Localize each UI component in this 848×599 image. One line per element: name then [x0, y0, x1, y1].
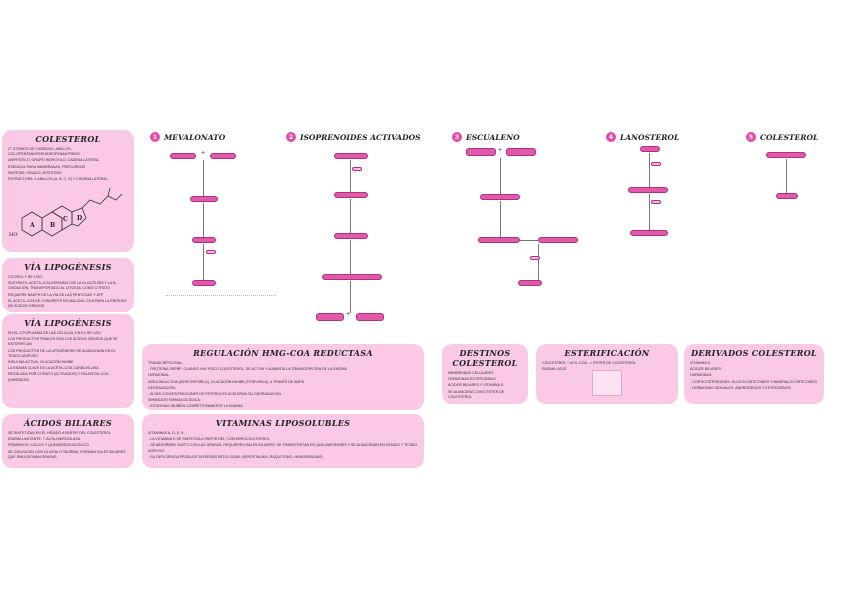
via1-line: SUSTRATO: ACETIL-COA DERIVADO DE LA GLUCÓLISIS Y LA B-OXIDACIÓN, TRANSPORTADO AL CITOSOL COMO CITRATO: [8, 281, 117, 291]
vitaminas-line: VITAMINAS A, D, E, K: [148, 431, 184, 435]
acidos-biliares-text: [8, 431, 128, 460]
column-title: ISOPRENOIDES ACTIVADOS: [300, 132, 421, 142]
pathway-arrow: [500, 201, 501, 237]
hydroxyl-label: HO: [9, 232, 18, 238]
pathway-arrow: [350, 160, 351, 192]
pathway-arrow: [500, 158, 501, 194]
pathway-arrow: [350, 199, 351, 233]
pathway-node: [640, 146, 660, 152]
ring-c-label: C: [63, 216, 68, 223]
vitaminas-liposolubles-box: [142, 414, 424, 468]
pathway-arrow: [786, 159, 787, 193]
via-lipogenesis-title-1: VÍA LIPOGÉNESIS: [24, 262, 112, 272]
column-heading-lanosterol: [606, 132, 679, 142]
enzyme-tag: [530, 256, 540, 260]
step-number-badge: 1: [150, 132, 160, 142]
via1-line: REQUIERE NADPH DE LA VÍA DE LAS PENTOSAS Y ATP: [8, 292, 104, 297]
via1-line: CITOSOL Y RE LISO: [8, 275, 43, 279]
colesterol-line: 27 ÁTOMOS DE CARBONO, ANILLOS, CICLOPENTANOPERHIDROFENANTRENO: [8, 147, 80, 157]
pathway-node: [190, 196, 218, 202]
via-lipogenesis-text-1: [8, 275, 128, 309]
destinos-line: HORMONAS ESTEROIDEAS: [448, 377, 496, 382]
derivados-line: HORMONAS:: [690, 373, 713, 378]
via-lipogenesis-title-2: VÍA LIPOGÉNESIS: [24, 318, 112, 328]
via2-line: EN EL CITOPLASMA DE LAS CÉLULAS, EN EL RE LISO: [8, 331, 101, 335]
pathway-node: [192, 237, 216, 243]
regulacion-line: TRANSCRIPCIONAL:: [148, 361, 184, 365]
derivados-title: DERIVADOS COLESTEROL: [691, 348, 817, 358]
vitaminas-line: - LA VITAMINA D SE SINTETIZA A PARTIR DEL 7-DEHIDROCOLESTEROL: [148, 437, 271, 442]
via2-line: LA ENZIMA CLAVE ES LA ACETIL-COA CARBOXILASA: [8, 366, 99, 371]
column-title: ESCUALENO: [466, 132, 520, 142]
pathway-note: [166, 295, 276, 325]
destinos-colesterol-box: [442, 344, 528, 404]
pathway-node: [334, 153, 368, 159]
acidos-line: ENZIMA LIMITANTE: 7-ALFA-HIDROXILASA: [8, 437, 81, 442]
via-lipogenesis-box-1: [2, 258, 134, 312]
regulacion-line: INSULINA ACTIVA (DESFOSFORILA), GLUCAGÓN INHIBE (FOSFORILA), A TRAVÉS DE AMPK: [148, 379, 305, 384]
colesterol-text: [8, 147, 128, 182]
regulacion-line: HORMONAL:: [148, 373, 170, 378]
enzyme-tag: [206, 250, 216, 254]
pathway-node: [322, 274, 382, 280]
destinos-line: ÁCIDOS BILIARES Y VITAMINA D: [448, 383, 504, 388]
plus-sign: +: [346, 311, 351, 318]
ring-a-label: A: [30, 222, 35, 229]
step-number-badge: 3: [452, 132, 462, 142]
step-number-badge: 2: [286, 132, 296, 142]
colesterol-line: ANFIPÁTICO, GRUPO HIDROXILO, CADENA LATERAL: [8, 158, 99, 163]
ring-b-label: B: [50, 222, 56, 229]
column-heading-isoprenoides: [286, 132, 421, 142]
via1-line: EL ACETIL-COA SE CONVIERTE EN MALONIL-COA PARA LA SÍNTESIS DE ÁCIDOS GRASOS: [8, 298, 127, 309]
pathway-node: [170, 153, 196, 159]
via-lipogenesis-text-2: [8, 331, 128, 383]
acidos-line: SE CONJUGAN CON GLICINA O TAURINA, FORMAN SALES BILIARES QUE EMULSIONAN GRASAS: [8, 449, 126, 459]
destinos-title: DESTINOS COLESTEROL: [452, 348, 518, 368]
step-number-badge: 5: [746, 132, 756, 142]
pathway-node: [334, 192, 368, 198]
enzyme-tag: [651, 200, 661, 204]
pathway-arrow: [649, 153, 650, 187]
destinos-line: SE ALMACENA COMO ÉSTER DE COLESTEROL: [448, 389, 505, 399]
via2-line: LOS PRODUCTOS FINALES SON LOS ÁCIDOS GRASOS QUE SE ESTERIFICAN: [8, 337, 118, 347]
acidos-line: PRIMARIOS: CÓLICO Y QUENODESOXICÓLICO: [8, 443, 89, 448]
pathway-node: [466, 148, 496, 156]
vitaminas-line: - SU DEFICIENCIA PRODUCE DIVERSAS PATOLOGÍAS (XEROFTALMIA, RAQUITISMO, HEMORRAGIAS): [148, 454, 323, 459]
derivados-text: [690, 361, 818, 391]
regulacion-line: - PROTEÍNA SREBP: CUANDO HAY POCO COLESTEROL, SE ACTIVA Y AUMENTA LA TRANSCRIPCIÓN DE LA ENZIMA: [148, 367, 347, 372]
pathway-node: [776, 193, 798, 199]
colesterol-line: ESENCIAL PARA MEMBRANAS, PRECURSOR: [8, 164, 86, 169]
pathway-arrow: [203, 203, 204, 237]
enzyme-tag: [651, 162, 661, 166]
esterificacion-box: [536, 344, 678, 404]
via2-line: INSULINA ACTIVA, GLUCAGÓN INHIBE: [8, 360, 74, 365]
vitaminas-title: VITAMINAS LIPOSOLUBLES: [215, 418, 351, 428]
vitaminas-text: [148, 431, 418, 460]
column-heading-colesterol: [746, 132, 818, 142]
enzyme-tag: [352, 167, 362, 171]
esterificacion-line: ENZIMA: ACAT: [542, 367, 567, 372]
pathway-node: [480, 194, 520, 200]
via2-line: LOS PRODUCTOS DE LA LIPOGÉNESIS SE ALMACENAN EN EL TEJIDO ADIPOSO: [8, 348, 116, 358]
via2-line: REGULADA POR CITRATO (ACTIVADOR) Y PALMITOIL-COA (INHIBIDOR): [8, 372, 109, 382]
column-title: COLESTEROL: [760, 132, 819, 142]
column-heading-escualeno: [452, 132, 520, 142]
derivados-line: - HORMONAS SEXUALES: ANDRÓGENOS Y ESTRÓGENOS: [690, 385, 791, 390]
plus-sign: +: [201, 150, 206, 157]
derivados-colesterol-box: [684, 344, 824, 404]
ring-d-label: D: [77, 215, 83, 222]
regulacion-line: - ESTATINAS INHIBEN COMPETITIVAMENTE LA ENZIMA: [148, 404, 243, 409]
column-title: MEVALONATO: [164, 132, 226, 142]
via-lipogenesis-box-2: [2, 314, 134, 408]
pathway-arrow: [203, 160, 204, 196]
destinos-line: MEMBRANAS CELULARES: [448, 371, 494, 375]
colesterol-line: ESTRUCTURA: 4 ANILLOS (A, B, C, D) Y CADENA LATERAL: [8, 177, 108, 182]
destinos-text: [448, 371, 522, 400]
pathway-node: [628, 187, 668, 193]
regulacion-line: DEGRADACIÓN:: [148, 385, 176, 390]
pathway-connector: [520, 240, 538, 241]
derivados-line: - CORTICOSTEROIDES: GLUCOCORTICOIDES Y MINERALOCORTICOIDES: [690, 379, 818, 384]
derivados-line: ÁCIDOS BILIARES: [690, 367, 721, 372]
derivados-line: VITAMINA D: [690, 361, 711, 365]
pathway-node: [506, 148, 536, 156]
plus-sign: +: [498, 147, 503, 154]
step-number-badge: 4: [606, 132, 616, 142]
cholesterol-structure-diagram: [8, 178, 128, 248]
pathway-node: [356, 313, 384, 321]
pathway-node: [210, 153, 236, 159]
regulacion-text: [148, 361, 418, 410]
pathway-node: [478, 237, 520, 243]
pathway-node: [538, 237, 578, 243]
pathway-arrow: [350, 281, 351, 313]
pathway-node: [334, 233, 368, 239]
acidos-line: SE SINTETIZAN EN EL HÍGADO A PARTIR DEL COLESTEROL: [8, 431, 112, 435]
esterificacion-line: COLESTEROL + ACIL-COA --> ÉSTER DE COLESTEROL: [542, 361, 637, 365]
regulacion-line: INHIBICIÓN FARMACOLÓGICA:: [148, 398, 201, 403]
colesterol-line: SINTESIS: HÍGADO, INTESTINO: [8, 170, 62, 175]
colesterol-title: COLESTEROL: [35, 134, 101, 144]
colesterol-box: [2, 130, 134, 252]
pathway-node: [316, 313, 344, 321]
ester-structure-image: [592, 370, 622, 396]
regulacion-line: - ALTAS CONCENTRACIONES DE ESTEROLES ACELERAN SU DEGRADACIÓN: [148, 392, 281, 397]
regulacion-title: REGULACIÓN HMG-COA REDUCTASA: [193, 348, 373, 358]
acidos-biliares-box: [2, 414, 134, 468]
pathway-arrow: [538, 244, 539, 280]
acidos-biliares-title: ÁCIDOS BILIARES: [24, 418, 112, 428]
pathway-arrow: [649, 194, 650, 230]
pathway-node: [630, 230, 668, 236]
pathway-node: [192, 280, 216, 286]
esterificacion-title: ESTERIFICACIÓN: [564, 348, 650, 358]
pathway-arrow: [203, 244, 204, 280]
vitaminas-line: - SE ABSORBEN JUNTO CON LAS GRASAS, REQUIEREN SALES BILIARES; SE TRANSPORTAN EN QUILOMICRONES Y SE ALMACENAN EN HÍGADO Y TEJIDO ADIPOSO: [148, 443, 418, 453]
pathway-node: [518, 280, 542, 286]
regulacion-hmg-coa-box: [142, 344, 424, 410]
pathway-node: [766, 152, 806, 158]
column-title: LANOSTEROL: [620, 132, 680, 142]
column-heading-mevalonato: [150, 132, 225, 142]
pathway-arrow: [350, 240, 351, 274]
